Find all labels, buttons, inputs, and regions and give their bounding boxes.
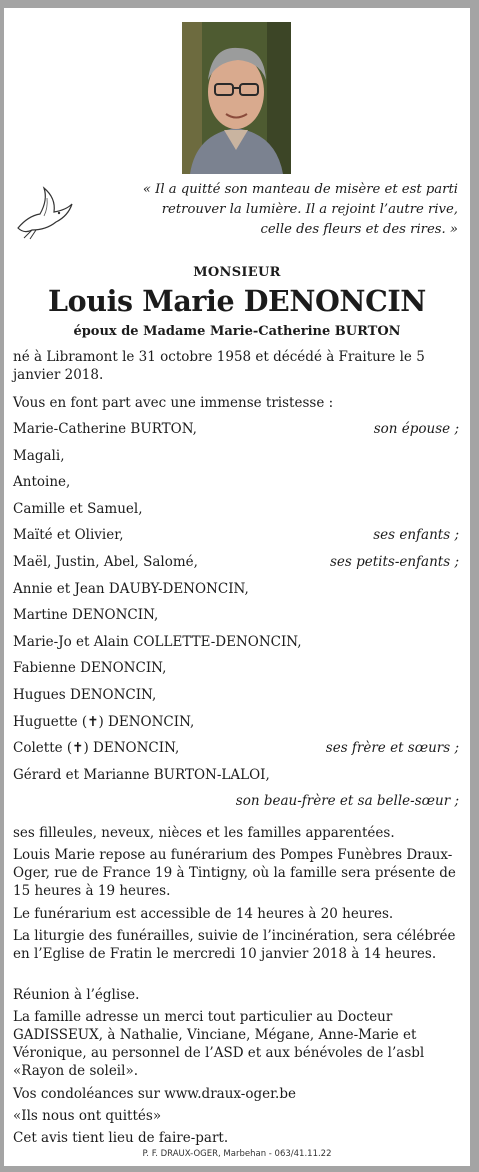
family-names: Maïté et Olivier, bbox=[13, 527, 124, 544]
portrait-photo bbox=[182, 22, 291, 174]
family-names: Marie-Jo et Alain COLLETTE-DENONCIN, bbox=[13, 633, 302, 650]
family-names: Huguette (✝) DENONCIN, bbox=[13, 713, 195, 730]
family-names: Marie-Catherine BURTON, bbox=[13, 421, 197, 437]
family-row bbox=[13, 473, 459, 491]
family-row bbox=[13, 659, 459, 677]
family-names: Annie et Jean DAUBY-DENONCIN, bbox=[13, 580, 249, 597]
relatives-text: ses filleules, neveux, nièces et les familles apparentées. bbox=[13, 825, 395, 841]
deceased-name: Louis Marie DENONCIN bbox=[48, 284, 426, 318]
family-relation: ses frère et sœurs ; bbox=[325, 740, 459, 757]
family-row bbox=[13, 420, 459, 438]
family-row bbox=[13, 792, 459, 810]
notice-text: Cet avis tient lieu de faire-part. bbox=[13, 1130, 229, 1146]
motto-text: «Ils nous ont quittés» bbox=[13, 1108, 162, 1124]
family-names: Fabienne DENONCIN, bbox=[13, 660, 167, 677]
family-row bbox=[13, 739, 459, 757]
family-names: Colette (✝) DENONCIN, bbox=[13, 740, 180, 757]
funerarium-text: Louis Marie repose au funérarium des Pompes Funèbres Draux-Oger, rue de France 19 à Tintigny, où la famille sera présente de 15 heures à 19 heures. bbox=[13, 847, 456, 899]
family-row bbox=[13, 633, 459, 651]
family-row bbox=[13, 580, 459, 598]
footer-credit: P. F. DRAUX-OGER, Marbehan - 063/41.11.22 bbox=[142, 1149, 332, 1159]
family-names: Maël, Justin, Abel, Salomé, bbox=[13, 554, 198, 570]
family-names: Gérard et Marianne BURTON-LALOI, bbox=[13, 766, 270, 783]
family-row bbox=[13, 553, 459, 571]
family-names: Magali, bbox=[13, 447, 65, 464]
condolences-text: Vos condoléances sur www.draux-oger.be bbox=[13, 1086, 296, 1102]
meeting-text: Réunion à l’église. bbox=[13, 987, 140, 1003]
dove-icon bbox=[14, 186, 76, 240]
family-relation: son épouse ; bbox=[373, 421, 459, 437]
obituary-card bbox=[4, 8, 470, 1166]
family-relation: ses petits-enfants ; bbox=[329, 554, 459, 570]
family-row bbox=[13, 686, 459, 704]
title-label: MONSIEUR bbox=[193, 265, 281, 280]
epitaph-quote: « Il a quitté son manteau de misère et est parti retrouver la lumière. Il a rejoint l’autre rive, celle des fleurs et des rires. » bbox=[142, 182, 458, 237]
family-row bbox=[13, 526, 459, 544]
thanks-text: La famille adresse un merci tout particulier au Docteur GADISSEUX, à Nathalie, Vinciane, Mégane, Anne-Marie et Véronique, au personnel de l’ASD et aux bénévoles de l’asbl «Rayon de soleil». bbox=[13, 1009, 425, 1079]
announcement-text: Vous en font part avec une immense tristesse : bbox=[13, 395, 334, 411]
family-row bbox=[13, 447, 459, 465]
family-relation: son beau-frère et sa belle-sœur ; bbox=[235, 793, 459, 810]
family-relation: ses enfants ; bbox=[373, 527, 459, 544]
hours-text: Le funérarium est accessible de 14 heures à 20 heures. bbox=[13, 906, 394, 922]
birth-death-text: né à Libramont le 31 octobre 1958 et décédé à Fraiture le 5 janvier 2018. bbox=[13, 349, 425, 383]
family-row bbox=[13, 713, 459, 731]
family-names: Camille et Samuel, bbox=[13, 500, 143, 517]
liturgy-text: La liturgie des funérailles, suivie de l’incinération, sera célébrée en l’Eglise de Fratin le mercredi 10 janvier 2018 à 14 heures. bbox=[13, 928, 456, 962]
family-row bbox=[13, 766, 459, 784]
family-names: Hugues DENONCIN, bbox=[13, 687, 157, 703]
family-row bbox=[13, 500, 459, 518]
spouse-line: époux de Madame Marie-Catherine BURTON bbox=[73, 324, 401, 339]
family-names: Antoine, bbox=[13, 474, 71, 491]
family-row bbox=[13, 606, 459, 624]
family-names: Martine DENONCIN, bbox=[13, 607, 159, 624]
